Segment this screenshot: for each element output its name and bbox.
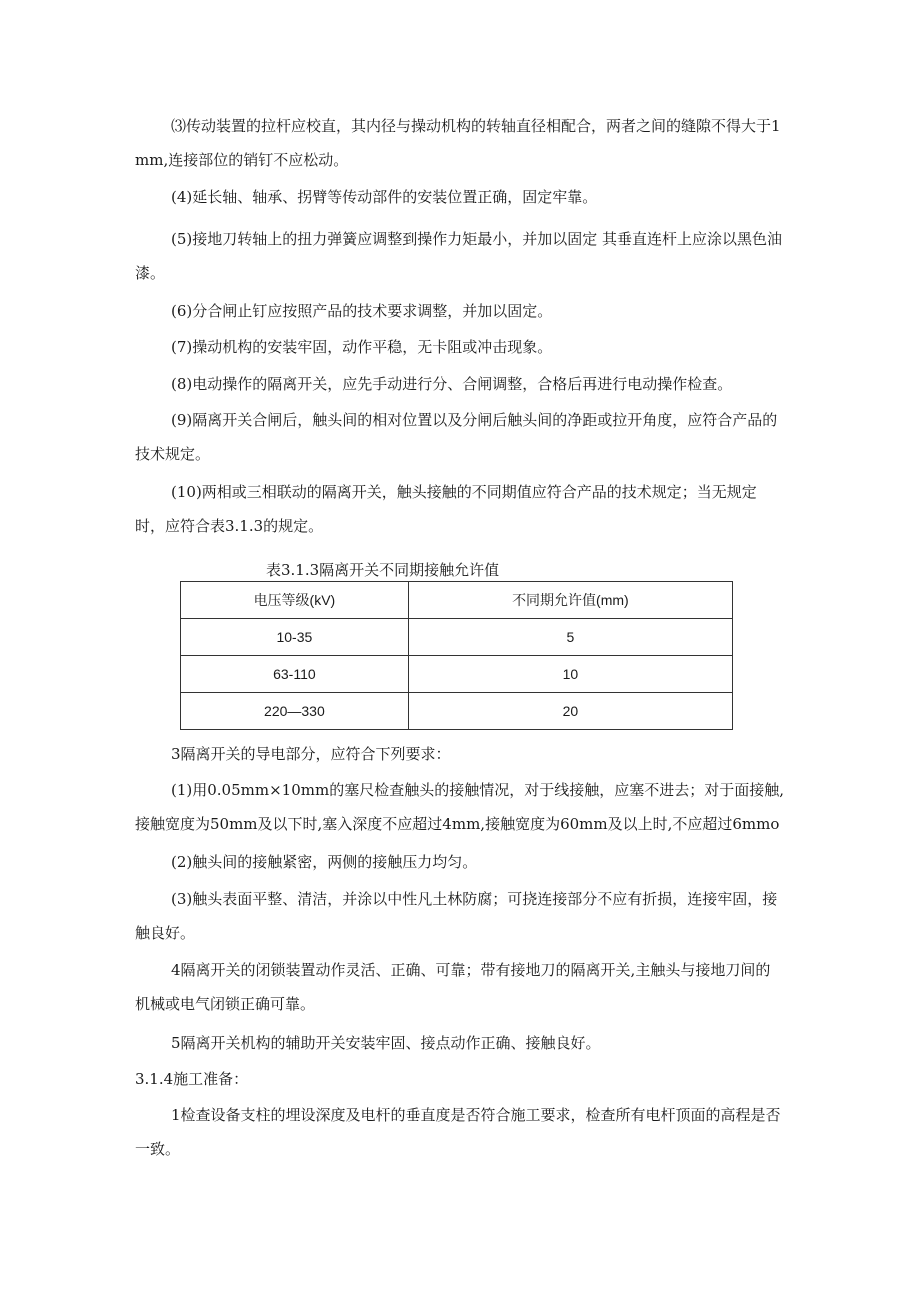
- paragraph-5-torsion-spring: (5)接地刀转轴上的扭力弹簧应调整到操作力矩最小，并加以固定 其垂直连杆上应涂以黑色油漆。: [135, 230, 783, 282]
- cell-voltage: 10-35: [181, 619, 409, 656]
- table-header-row: [181, 582, 733, 619]
- cell-tolerance: 20: [408, 693, 732, 730]
- header-tolerance: 不同期允许值(mm): [408, 582, 732, 619]
- paragraph-9-contact-position: (9)隔离开关合闸后，触头间的相对位置以及分闸后触头间的净距或拉开角度，应符合产品的技术规定。: [135, 411, 778, 463]
- paragraph-3-linkage: ⑶传动装置的拉杆应校直，其内径与操动机构的转轴直径相配合，两者之间的缝隙不得大于1mm,连接部位的销钉不应松动。: [135, 117, 781, 169]
- table-row: [181, 693, 733, 730]
- paragraph-auxiliary-switch: 5隔离开关机构的辅助开关安装牢固、接点动作正确、接触良好。: [171, 1034, 601, 1052]
- cell-voltage: 220—330: [181, 693, 409, 730]
- paragraph-4-extension-shaft: (4)延长轴、轴承、拐臂等传动部件的安装位置正确，固定牢靠。: [171, 188, 598, 206]
- paragraph-pole-inspection: 1检查设备支柱的埋设深度及电杆的垂直度是否符合施工要求，检查所有电杆顶面的高程是否一致。: [135, 1106, 781, 1158]
- table-row: [181, 619, 733, 656]
- table-caption: 表3.1.3隔离开关不同期接触允许值: [266, 561, 500, 579]
- cell-voltage: 63-110: [181, 656, 409, 693]
- paragraph-feeler-gauge: (1)用0.05mm×10mm的塞尺检查触头的接触情况，对于线接触，应塞不进去；对于面接触,接触宽度为50mm及以下时,塞入深度不应超过4mm,接触宽度为60mm及以上时,不应超过6mmo: [135, 781, 784, 833]
- paragraph-8-electric-operation: (8)电动操作的隔离开关，应先手动进行分、合闸调整，合格后再进行电动操作检查。: [171, 375, 733, 393]
- paragraph-contact-pressure: (2)触头间的接触紧密，两侧的接触压力均匀。: [171, 853, 478, 871]
- section-heading-3-1-4: 3.1.4施工准备：: [135, 1070, 249, 1088]
- header-voltage: 电压等级(kV): [181, 582, 409, 619]
- cell-tolerance: 5: [408, 619, 732, 656]
- paragraph-conductive-parts: 3隔离开关的导电部分，应符合下列要求：: [171, 745, 451, 763]
- table-row: [181, 656, 733, 693]
- paragraph-6-stop-pin: (6)分合闸止钉应按照产品的技术要求调整，并加以固定。: [171, 302, 553, 320]
- paragraph-contact-surface: (3)触头表面平整、清洁，并涂以中性凡土林防腐；可挠连接部分不应有折损，连接牢固，接触良好。: [135, 890, 778, 942]
- synchronism-table: [180, 581, 733, 730]
- cell-tolerance: 10: [408, 656, 732, 693]
- paragraph-10-synchronism: (10)两相或三相联动的隔离开关，触头接触的不同期值应符合产品的技术规定；当无规定时，应符合表3.1.3的规定。: [135, 483, 757, 535]
- paragraph-7-mechanism: (7)操动机构的安装牢固，动作平稳，无卡阻或冲击现象。: [171, 338, 553, 356]
- paragraph-interlock: 4隔离开关的闭锁装置动作灵活、正确、可靠；带有接地刀的隔离开关,主触头与接地刀间的机械或电气闭锁正确可靠。: [135, 961, 771, 1013]
